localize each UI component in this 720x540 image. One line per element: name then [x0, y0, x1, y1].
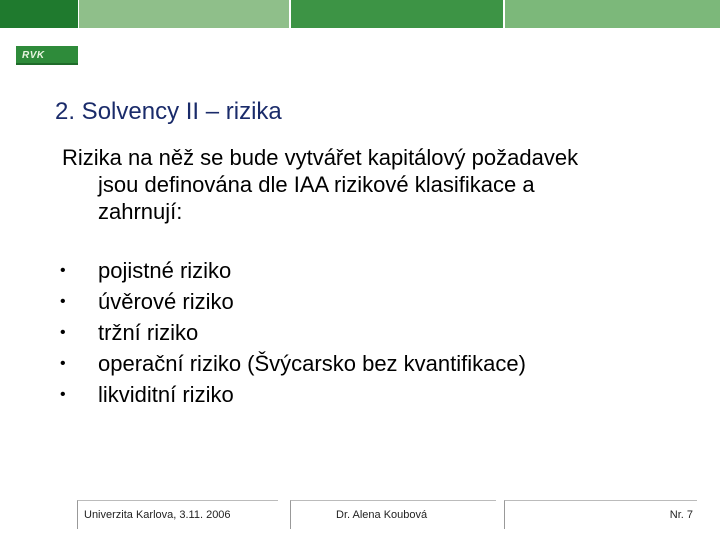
- bullet-icon: •: [60, 386, 66, 403]
- top-bar-segment: [0, 0, 78, 28]
- footer-center-box: [290, 500, 496, 529]
- list-item: [56, 319, 526, 350]
- bullet-icon: •: [60, 262, 66, 279]
- footer-author: Dr. Alena Koubová: [336, 509, 428, 521]
- footer-right-box: [504, 500, 697, 529]
- footer-left-box: [77, 500, 278, 529]
- top-bar-segment: [291, 0, 503, 28]
- top-bar-segment: [505, 0, 720, 28]
- list-item: [56, 381, 526, 412]
- list-item-label: likviditní riziko: [98, 382, 234, 407]
- list-item: [56, 257, 526, 288]
- intro-line: zahrnují:: [98, 199, 183, 224]
- list-item-label: tržní riziko: [98, 320, 199, 345]
- list-item-label: pojistné riziko: [98, 258, 232, 283]
- intro-paragraph: [62, 144, 702, 225]
- risk-list: [56, 257, 526, 412]
- slide-footer: [0, 500, 720, 532]
- list-item: [56, 288, 526, 319]
- intro-line: jsou definována dle IAA rizikové klasifikace a: [98, 172, 535, 197]
- top-bar-segment: [79, 0, 289, 28]
- list-item: [56, 350, 526, 381]
- intro-line: Rizika na něž se bude vytvářet kapitálový požadavek: [62, 145, 579, 170]
- bullet-icon: •: [60, 324, 66, 341]
- list-item-label: operační riziko (Švýcarsko bez kvantifikace): [98, 351, 526, 376]
- list-item-label: úvěrové riziko: [98, 289, 234, 314]
- footer-institution-date: Univerzita Karlova, 3.11. 2006: [84, 509, 231, 521]
- bullet-icon: •: [60, 355, 66, 372]
- bullet-icon: •: [60, 293, 66, 310]
- logo-text: RVK: [22, 50, 45, 61]
- slide-title: 2. Solvency II – rizika: [55, 98, 282, 125]
- rvk-logo: [16, 46, 78, 65]
- footer-page-number: Nr. 7: [669, 509, 693, 521]
- top-color-bar: [0, 0, 720, 28]
